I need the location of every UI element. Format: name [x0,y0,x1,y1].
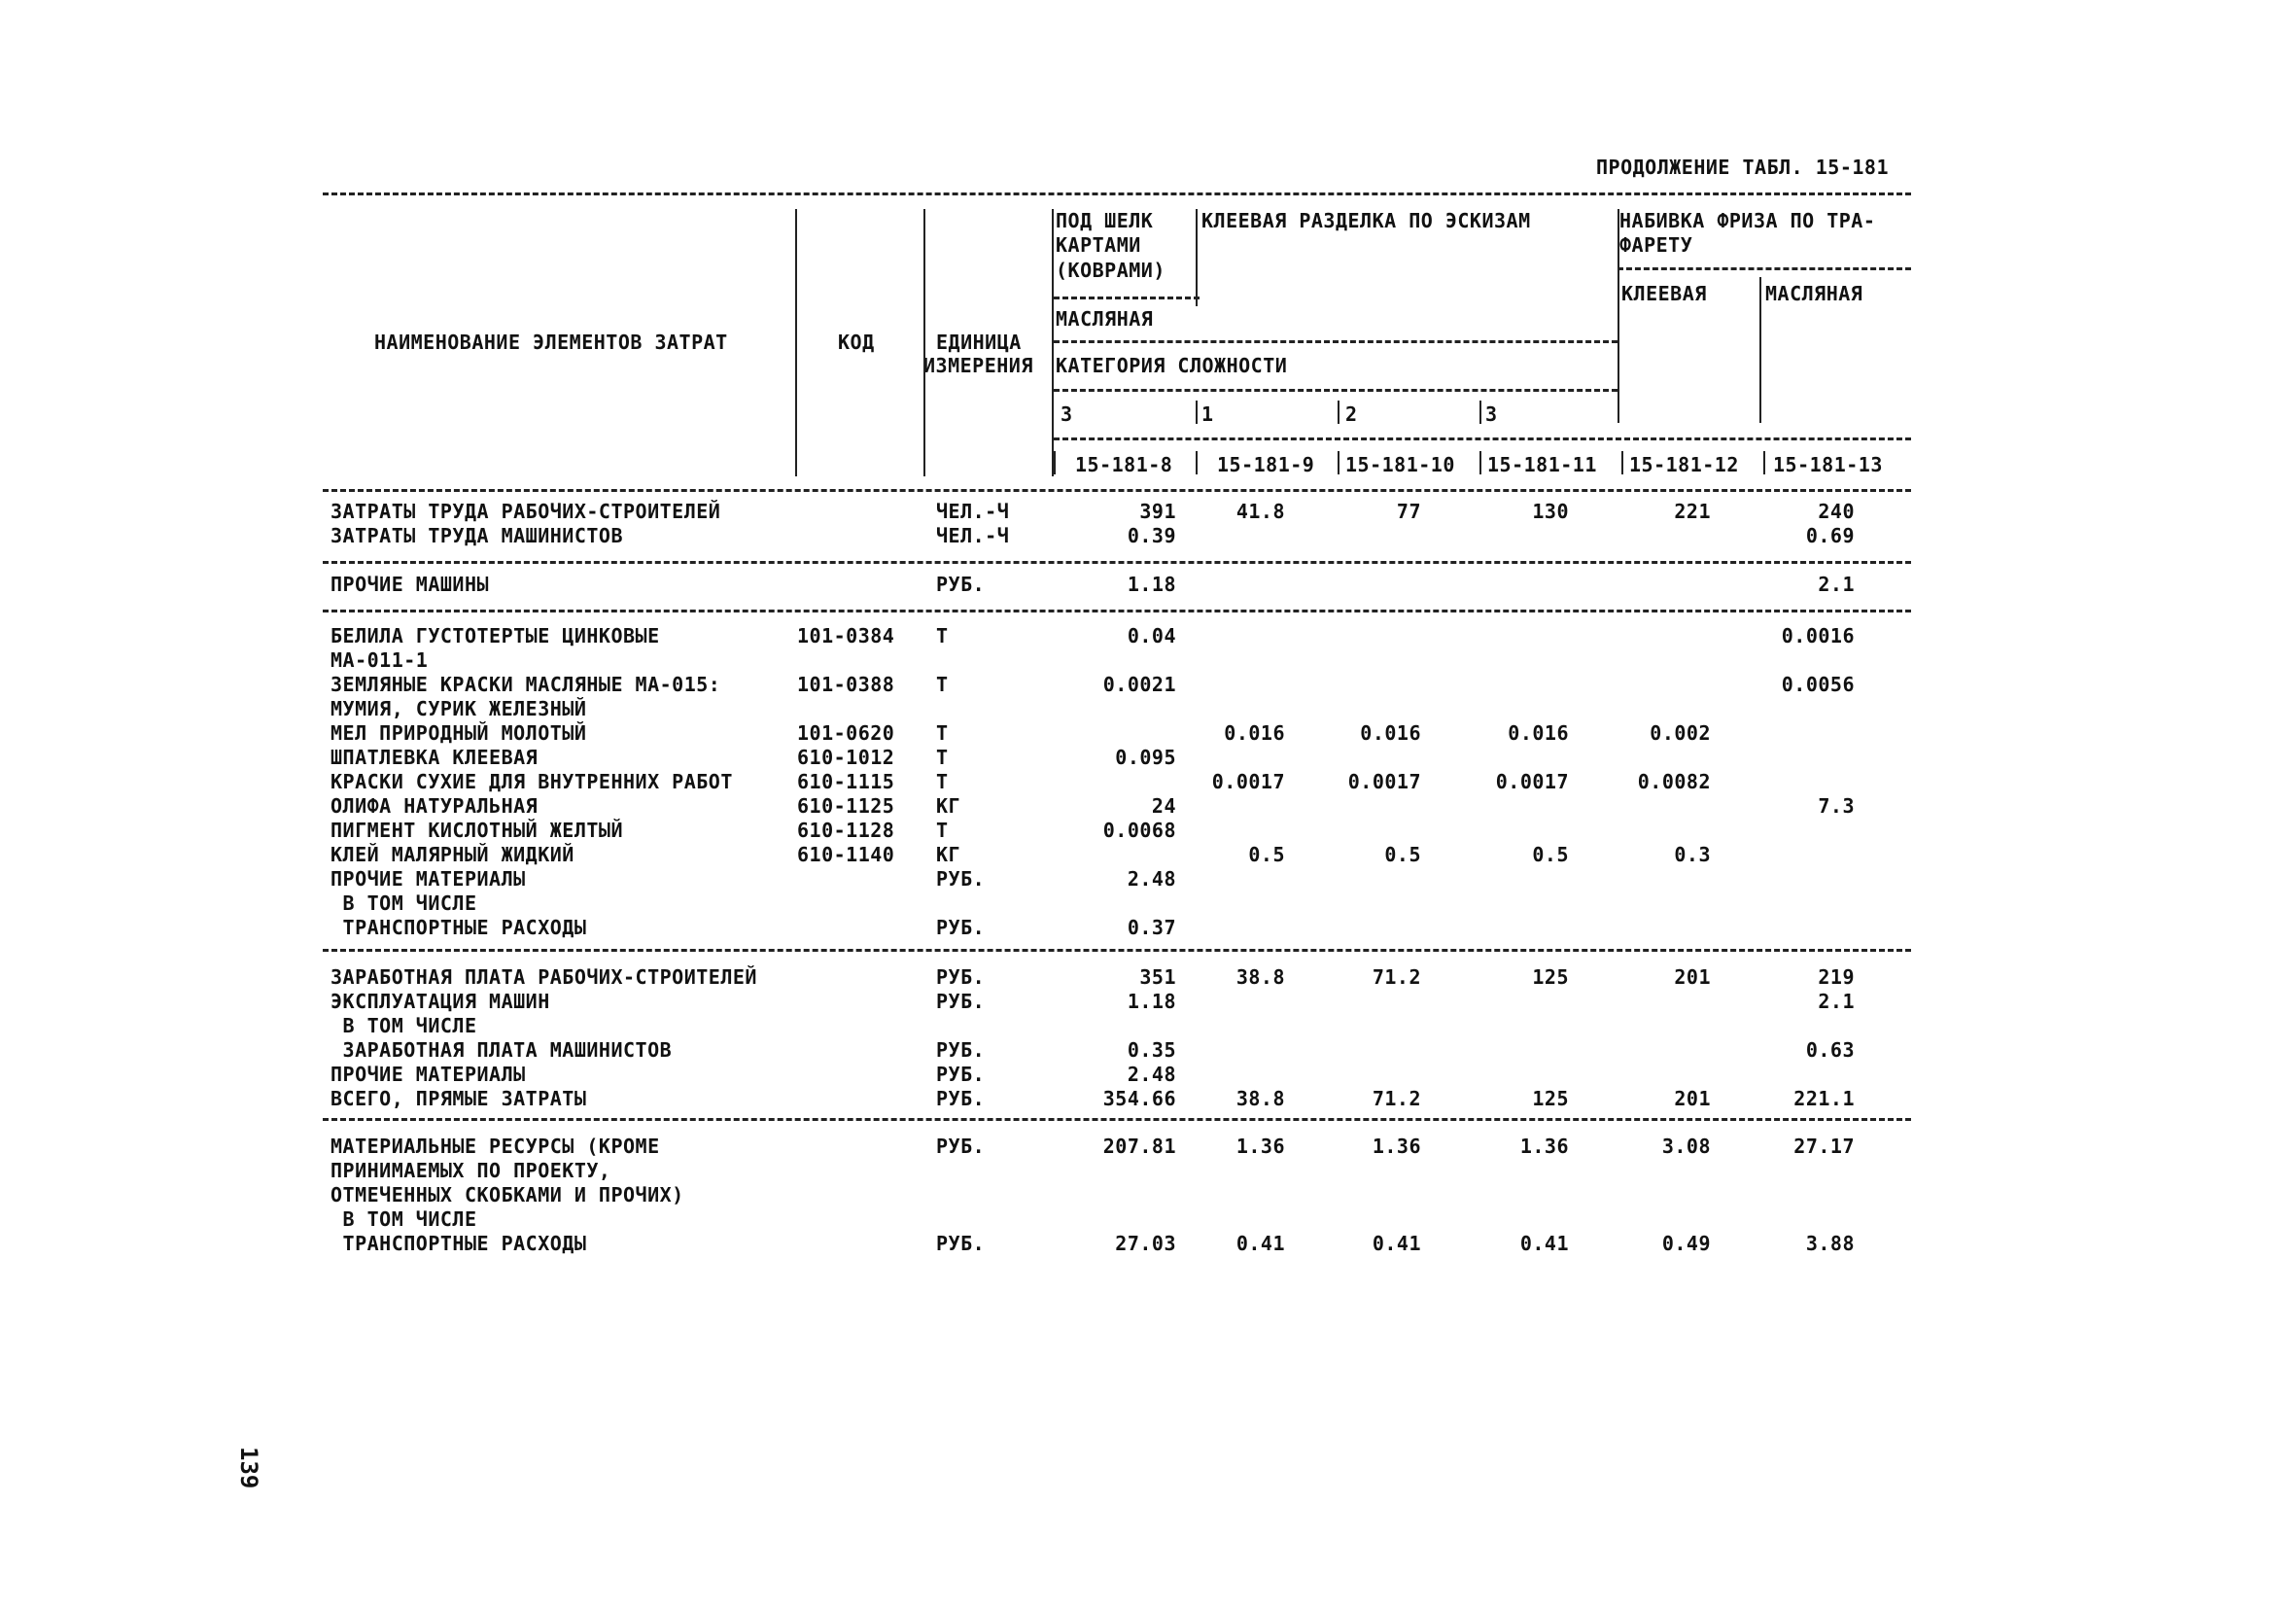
rule-category-bottom [1054,389,1618,392]
header-cat-1: 3 [1061,402,1073,426]
header-cat-4: 3 [1485,402,1498,426]
row-unit: РУБ. [936,990,986,1013]
row-value: 201 [1674,965,1711,989]
row-value: 0.016 [1360,721,1421,745]
row-value: 71.2 [1372,1087,1421,1110]
rule-section-4 [323,1118,1911,1121]
vline-cat-1 [1196,401,1198,424]
page-number: 139 [235,1447,262,1489]
row-code: 610-1140 [797,843,895,866]
row-code: 610-1115 [797,770,895,793]
rule-section-1 [323,561,1911,564]
row-name: ТРАНСПОРТНЫЕ РАСХОДЫ [330,1232,587,1255]
header-code-13: 15-181-13 [1773,453,1883,476]
vline-4 [1196,209,1198,306]
row-name: ЗАТРАТЫ ТРУДА РАБОЧИХ-СТРОИТЕЛЕЙ [330,500,721,523]
row-name: БЕЛИЛА ГУСТОТЕРТЫЕ ЦИНКОВЫЕ [330,624,660,647]
row-name: ПРОЧИЕ МАТЕРИАЛЫ [330,867,526,891]
row-value: 0.002 [1650,721,1711,745]
row-name: ШПАТЛЕВКА КЛЕЕВАЯ [330,746,539,769]
row-name: В ТОМ ЧИСЛЕ [330,1014,477,1037]
row-name: В ТОМ ЧИСЛЕ [330,891,477,915]
row-name: ЭКСПЛУАТАЦИЯ МАШИН [330,990,550,1013]
header-code-8: 15-181-8 [1075,453,1173,476]
vline-1 [795,209,797,476]
header-code-10: 15-181-10 [1345,453,1455,476]
row-value: 0.5 [1248,843,1285,866]
row-value: 351 [1139,965,1176,989]
row-value: 130 [1532,500,1569,523]
header-silk-1: ПОД ШЕЛК [1056,209,1154,232]
header-glue-group: КЛЕЕВАЯ РАЗДЕЛКА ПО ЭСКИЗАМ [1201,209,1531,232]
row-value: 219 [1818,965,1855,989]
header-silk-sub: МАСЛЯНАЯ [1056,307,1154,331]
header-unit-1: ЕДИНИЦА [936,331,1022,354]
rule-codes [1054,437,1911,440]
row-unit: РУБ. [936,916,986,939]
header-frieze-oil: МАСЛЯНАЯ [1765,282,1863,305]
row-value: 0.016 [1224,721,1285,745]
row-value: 3.88 [1805,1232,1855,1255]
row-value: 1.18 [1127,573,1176,596]
row-value: 0.5 [1384,843,1421,866]
vline-code-5 [1621,451,1623,474]
row-unit: Т [936,624,949,647]
row-name: ЗАРАБОТНАЯ ПЛАТА РАБОЧИХ-СТРОИТЕЛЕЙ [330,965,757,989]
row-unit: Т [936,673,949,696]
row-value: 27.17 [1793,1135,1855,1158]
row-name: ЗАТРАТЫ ТРУДА МАШИНИСТОВ [330,524,623,547]
row-value: 1.18 [1127,990,1176,1013]
row-unit: РУБ. [936,1038,986,1062]
row-value: 41.8 [1235,500,1285,523]
row-unit: Т [936,770,949,793]
vline-code-6 [1763,451,1765,474]
row-unit: ЧЕЛ.-Ч [936,524,1010,547]
header-name: НАИМЕНОВАНИЕ ЭЛЕМЕНТОВ ЗАТРАТ [374,331,728,354]
vline-code-2 [1196,451,1198,474]
row-value: 0.41 [1235,1232,1285,1255]
row-unit: РУБ. [936,965,986,989]
row-value: 0.0017 [1495,770,1569,793]
row-value: 354.66 [1102,1087,1176,1110]
row-value: 0.5 [1532,843,1569,866]
row-value: 0.41 [1372,1232,1421,1255]
row-value: 1.36 [1519,1135,1569,1158]
vline-6 [1759,277,1761,423]
row-code: 610-1125 [797,794,895,818]
row-value: 27.03 [1115,1232,1176,1255]
rule-top [323,192,1911,195]
row-value: 0.095 [1115,746,1176,769]
header-cat-3: 2 [1345,402,1358,426]
row-name: ЗАРАБОТНАЯ ПЛАТА МАШИНИСТОВ [330,1038,673,1062]
row-name: В ТОМ ЧИСЛЕ [330,1207,477,1231]
row-value: 24 [1151,794,1176,818]
row-value: 0.35 [1127,1038,1176,1062]
vline-5 [1618,209,1619,423]
row-value: 7.3 [1818,794,1855,818]
row-value: 221 [1674,500,1711,523]
row-name: КЛЕЙ МАЛЯРНЫЙ ЖИДКИЙ [330,843,574,866]
row-value: 221.1 [1793,1087,1855,1110]
table-caption: ПРОДОЛЖЕНИЕ ТАБЛ. 15-181 [1596,156,1889,179]
header-frieze-glue: КЛЕЕВАЯ [1621,282,1707,305]
header-silk-2: КАРТАМИ [1056,233,1141,257]
rule-header-bottom [323,489,1911,492]
row-value: 125 [1532,965,1569,989]
row-name: ОТМЕЧЕННЫХ СКОБКАМИ И ПРОЧИХ) [330,1183,684,1206]
row-value: 1.36 [1235,1135,1285,1158]
row-value: 0.39 [1127,524,1176,547]
header-code: КОД [838,331,875,354]
row-unit: РУБ. [936,867,986,891]
row-name: ТРАНСПОРТНЫЕ РАСХОДЫ [330,916,587,939]
row-value: 0.49 [1661,1232,1711,1255]
row-value: 0.016 [1508,721,1569,745]
row-value: 207.81 [1102,1135,1176,1158]
row-unit: РУБ. [936,1063,986,1086]
row-unit: Т [936,721,949,745]
row-value: 71.2 [1372,965,1421,989]
row-name: ОЛИФА НАТУРАЛЬНАЯ [330,794,539,818]
row-value: 0.37 [1127,916,1176,939]
row-unit: КГ [936,794,961,818]
row-value: 77 [1396,500,1421,523]
row-code: 101-0388 [797,673,895,696]
rule-section-2 [323,610,1911,612]
row-value: 240 [1818,500,1855,523]
row-name: МЕЛ ПРИРОДНЫЙ МОЛОТЫЙ [330,721,587,745]
rule-section-3 [323,949,1911,952]
row-unit: РУБ. [936,573,986,596]
header-frieze-1: НАБИВКА ФРИЗА ПО ТРА- [1619,209,1876,232]
row-unit: РУБ. [936,1135,986,1158]
row-value: 0.69 [1805,524,1855,547]
row-value: 2.1 [1818,990,1855,1013]
rule-category-top [1054,340,1618,343]
row-name: КРАСКИ СУХИЕ ДЛЯ ВНУТРЕННИХ РАБОТ [330,770,733,793]
row-unit: РУБ. [936,1232,986,1255]
row-value: 3.08 [1661,1135,1711,1158]
header-cat-2: 1 [1201,402,1214,426]
header-unit-2: ИЗМЕРЕНИЯ [923,354,1033,377]
header-category: КАТЕГОРИЯ СЛОЖНОСТИ [1056,354,1288,377]
row-value: 38.8 [1235,1087,1285,1110]
row-unit: ЧЕЛ.-Ч [936,500,1010,523]
row-value: 0.0017 [1347,770,1421,793]
row-value: 2.48 [1127,1063,1176,1086]
row-value: 0.63 [1805,1038,1855,1062]
vline-code-3 [1338,451,1339,474]
row-value: 125 [1532,1087,1569,1110]
vline-3 [1052,209,1054,476]
vline-code-1 [1054,451,1056,474]
row-name: ЗЕМЛЯНЫЕ КРАСКИ МАСЛЯНЫЕ МА-015: [330,673,721,696]
row-value: 0.0056 [1781,673,1855,696]
row-value: 0.04 [1127,624,1176,647]
row-code: 101-0620 [797,721,895,745]
header-code-11: 15-181-11 [1487,453,1597,476]
row-unit: Т [936,819,949,842]
row-value: 2.1 [1818,573,1855,596]
row-name: ПИГМЕНТ КИСЛОТНЫЙ ЖЕЛТЫЙ [330,819,623,842]
row-name: МАТЕРИАЛЬНЫЕ РЕСУРСЫ (КРОМЕ [330,1135,660,1158]
row-code: 101-0384 [797,624,895,647]
header-silk-3: (КОВРАМИ) [1056,259,1165,282]
row-code: 610-1012 [797,746,895,769]
row-unit: КГ [936,843,961,866]
row-unit: Т [936,746,949,769]
row-value: 0.41 [1519,1232,1569,1255]
vline-cat-2 [1338,401,1339,424]
row-value: 2.48 [1127,867,1176,891]
row-value: 1.36 [1372,1135,1421,1158]
row-name: ПРОЧИЕ МАШИНЫ [330,573,490,596]
row-value: 0.0068 [1102,819,1176,842]
row-name: ВСЕГО, ПРЯМЫЕ ЗАТРАТЫ [330,1087,587,1110]
row-value: 38.8 [1235,965,1285,989]
row-unit: РУБ. [936,1087,986,1110]
row-name: ПРОЧИЕ МАТЕРИАЛЫ [330,1063,526,1086]
vline-code-4 [1479,451,1481,474]
row-value: 0.0016 [1781,624,1855,647]
row-name: ПРИНИМАЕМЫХ ПО ПРОЕКТУ, [330,1159,611,1182]
row-value: 0.0021 [1102,673,1176,696]
row-value: 0.0082 [1637,770,1711,793]
rule-frieze [1618,267,1911,270]
header-code-9: 15-181-9 [1217,453,1315,476]
vline-cat-3 [1479,401,1481,424]
row-name: МУМИЯ, СУРИК ЖЕЛЕЗНЫЙ [330,697,587,720]
row-value: 391 [1139,500,1176,523]
rule-silk [1054,297,1200,299]
row-name: МА-011-1 [330,648,429,672]
header-frieze-2: ФАРЕТУ [1619,233,1693,257]
header-code-12: 15-181-12 [1629,453,1739,476]
row-value: 201 [1674,1087,1711,1110]
vline-2 [923,209,925,476]
row-value: 0.3 [1674,843,1711,866]
row-code: 610-1128 [797,819,895,842]
row-value: 0.0017 [1211,770,1285,793]
